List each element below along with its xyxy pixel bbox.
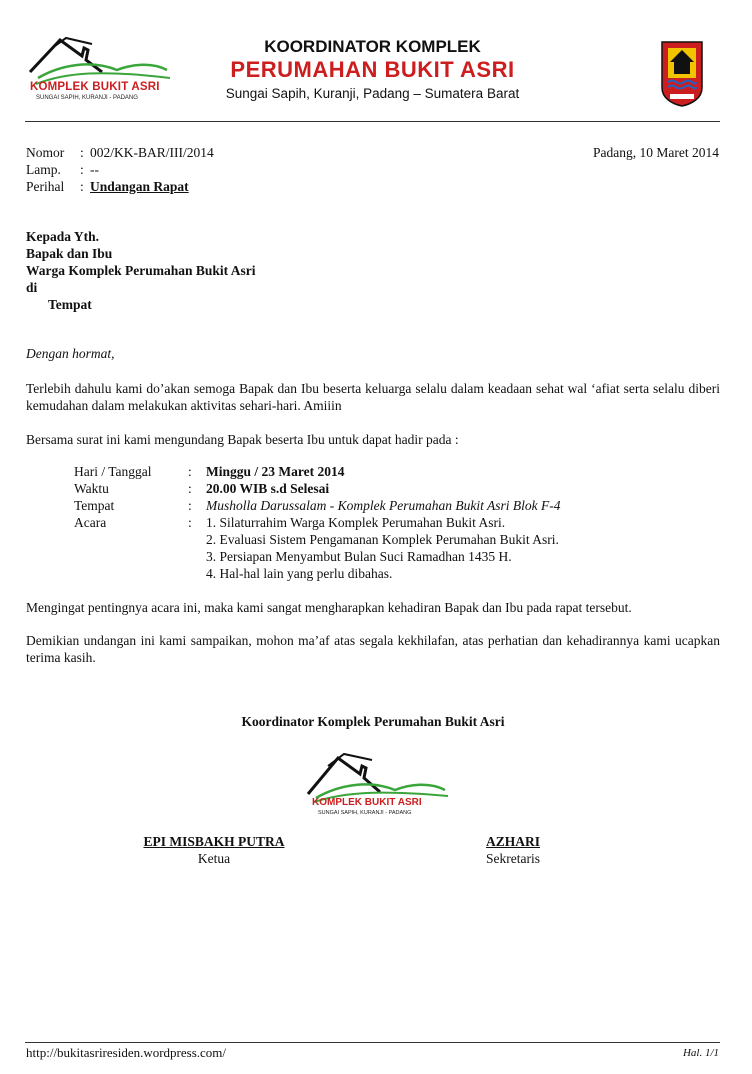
agenda-item: 1. Silaturrahim Warga Komplek Perumahan Bukit Asri. xyxy=(206,515,506,530)
chairman-role: Ketua xyxy=(197,851,231,866)
recipient-line3: Warga Komplek Perumahan Bukit Asri xyxy=(26,263,256,278)
greeting: Dengan hormat, xyxy=(26,346,115,361)
paragraph-2: Bersama surat ini kami mengundang Bapak beserta Ibu untuk dapat hadir pada : xyxy=(26,432,459,447)
page-number: Hal. 1/1 xyxy=(682,1047,719,1059)
letterhead-address: Sungai Sapih, Kuranji, Padang – Sumatera Barat xyxy=(225,86,520,101)
nomor-colon: : xyxy=(80,145,84,160)
paragraph-1: Terlebih dahulu kami do’akan semoga Bapak dan Ibu beserta keluarga selalu dalam keadaan sehat wal ‘afiat serta selalu diberi kemudahan dalam melakukan aktivitas sehari-hari. Amiiin xyxy=(26,381,720,413)
hari-label: Hari / Tanggal xyxy=(74,464,152,479)
tempat-label: Tempat xyxy=(74,498,115,513)
footer-divider xyxy=(25,1042,720,1043)
recipient-line4: di xyxy=(26,280,38,295)
tempat-colon: : xyxy=(188,498,192,513)
waktu-value: 20.00 WIB s.d Selesai xyxy=(206,481,330,496)
agenda-item: 4. Hal-hal lain yang perlu dibahas. xyxy=(206,566,393,581)
hari-colon: : xyxy=(188,464,192,479)
lamp-value: -- xyxy=(90,162,99,177)
acara-colon: : xyxy=(188,515,192,530)
hari-value: Minggu / 23 Maret 2014 xyxy=(206,464,345,479)
secretary-name: AZHARI xyxy=(485,834,540,849)
recipient-line2: Bapak dan Ibu xyxy=(26,246,113,261)
letter-date: Padang, 10 Maret 2014 xyxy=(593,145,719,160)
chairman-name: EPI MISBAKH PUTRA xyxy=(143,834,285,849)
letterhead-line1: KOORDINATOR KOMPLEK xyxy=(264,37,481,56)
perihal-label: Perihal xyxy=(26,179,65,194)
secretary-role: Sekretaris xyxy=(486,851,540,866)
agenda-item: 2. Evaluasi Sistem Pengamanan Komplek Perumahan Bukit Asri. xyxy=(206,532,559,547)
regional-emblem-icon xyxy=(660,40,704,108)
perihal-colon: : xyxy=(80,179,84,194)
logo-name: KOMPLEK BUKIT ASRI xyxy=(30,81,160,93)
waktu-label: Waktu xyxy=(74,481,109,496)
agenda-item: 3. Persiapan Menyambut Bulan Suci Ramadhan 1435 H. xyxy=(206,549,512,564)
paragraph-3: Mengingat pentingnya acara ini, maka kami sangat mengharapkan kehadiran Bapak dan Ibu pada rapat tersebut. xyxy=(26,600,632,615)
recipient-line5: Tempat xyxy=(48,297,92,312)
stamp-name: KOMPLEK BUKIT ASRI xyxy=(312,797,422,808)
paragraph-4: Demikian undangan ini kami sampaikan, mohon ma’af atas segala kekhilafan, atas perhatian dan kehadirannya kami ucapkan terima kasih. xyxy=(26,633,720,665)
lamp-colon: : xyxy=(80,162,84,177)
housing-logo-icon xyxy=(22,34,172,104)
logo-subtitle: SUNGAI SAPIH, KURANJI - PADANG xyxy=(36,95,138,101)
footer-url: http://bukitasriresiden.wordpress.com/ xyxy=(26,1045,227,1060)
nomor-label: Nomor xyxy=(26,145,65,160)
recipient-line1: Kepada Yth. xyxy=(26,229,100,244)
letterhead-divider xyxy=(25,121,720,122)
tempat-value: Musholla Darussalam - Komplek Perumahan Bukit Asri Blok F-4 xyxy=(206,498,561,513)
stamp-logo-icon xyxy=(300,748,450,828)
letterhead-line2: PERUMAHAN BUKIT ASRI xyxy=(230,57,515,82)
acara-label: Acara xyxy=(74,515,107,530)
lamp-label: Lamp. xyxy=(26,162,61,177)
nomor-value: 002/KK-BAR/III/2014 xyxy=(90,145,214,160)
stamp-subtitle: SUNGAI SAPIH, KURANJI - PADANG xyxy=(318,810,412,816)
perihal-value: Undangan Rapat xyxy=(90,179,189,194)
signature-title: Koordinator Komplek Perumahan Bukit Asri xyxy=(241,714,505,729)
waktu-colon: : xyxy=(188,481,192,496)
